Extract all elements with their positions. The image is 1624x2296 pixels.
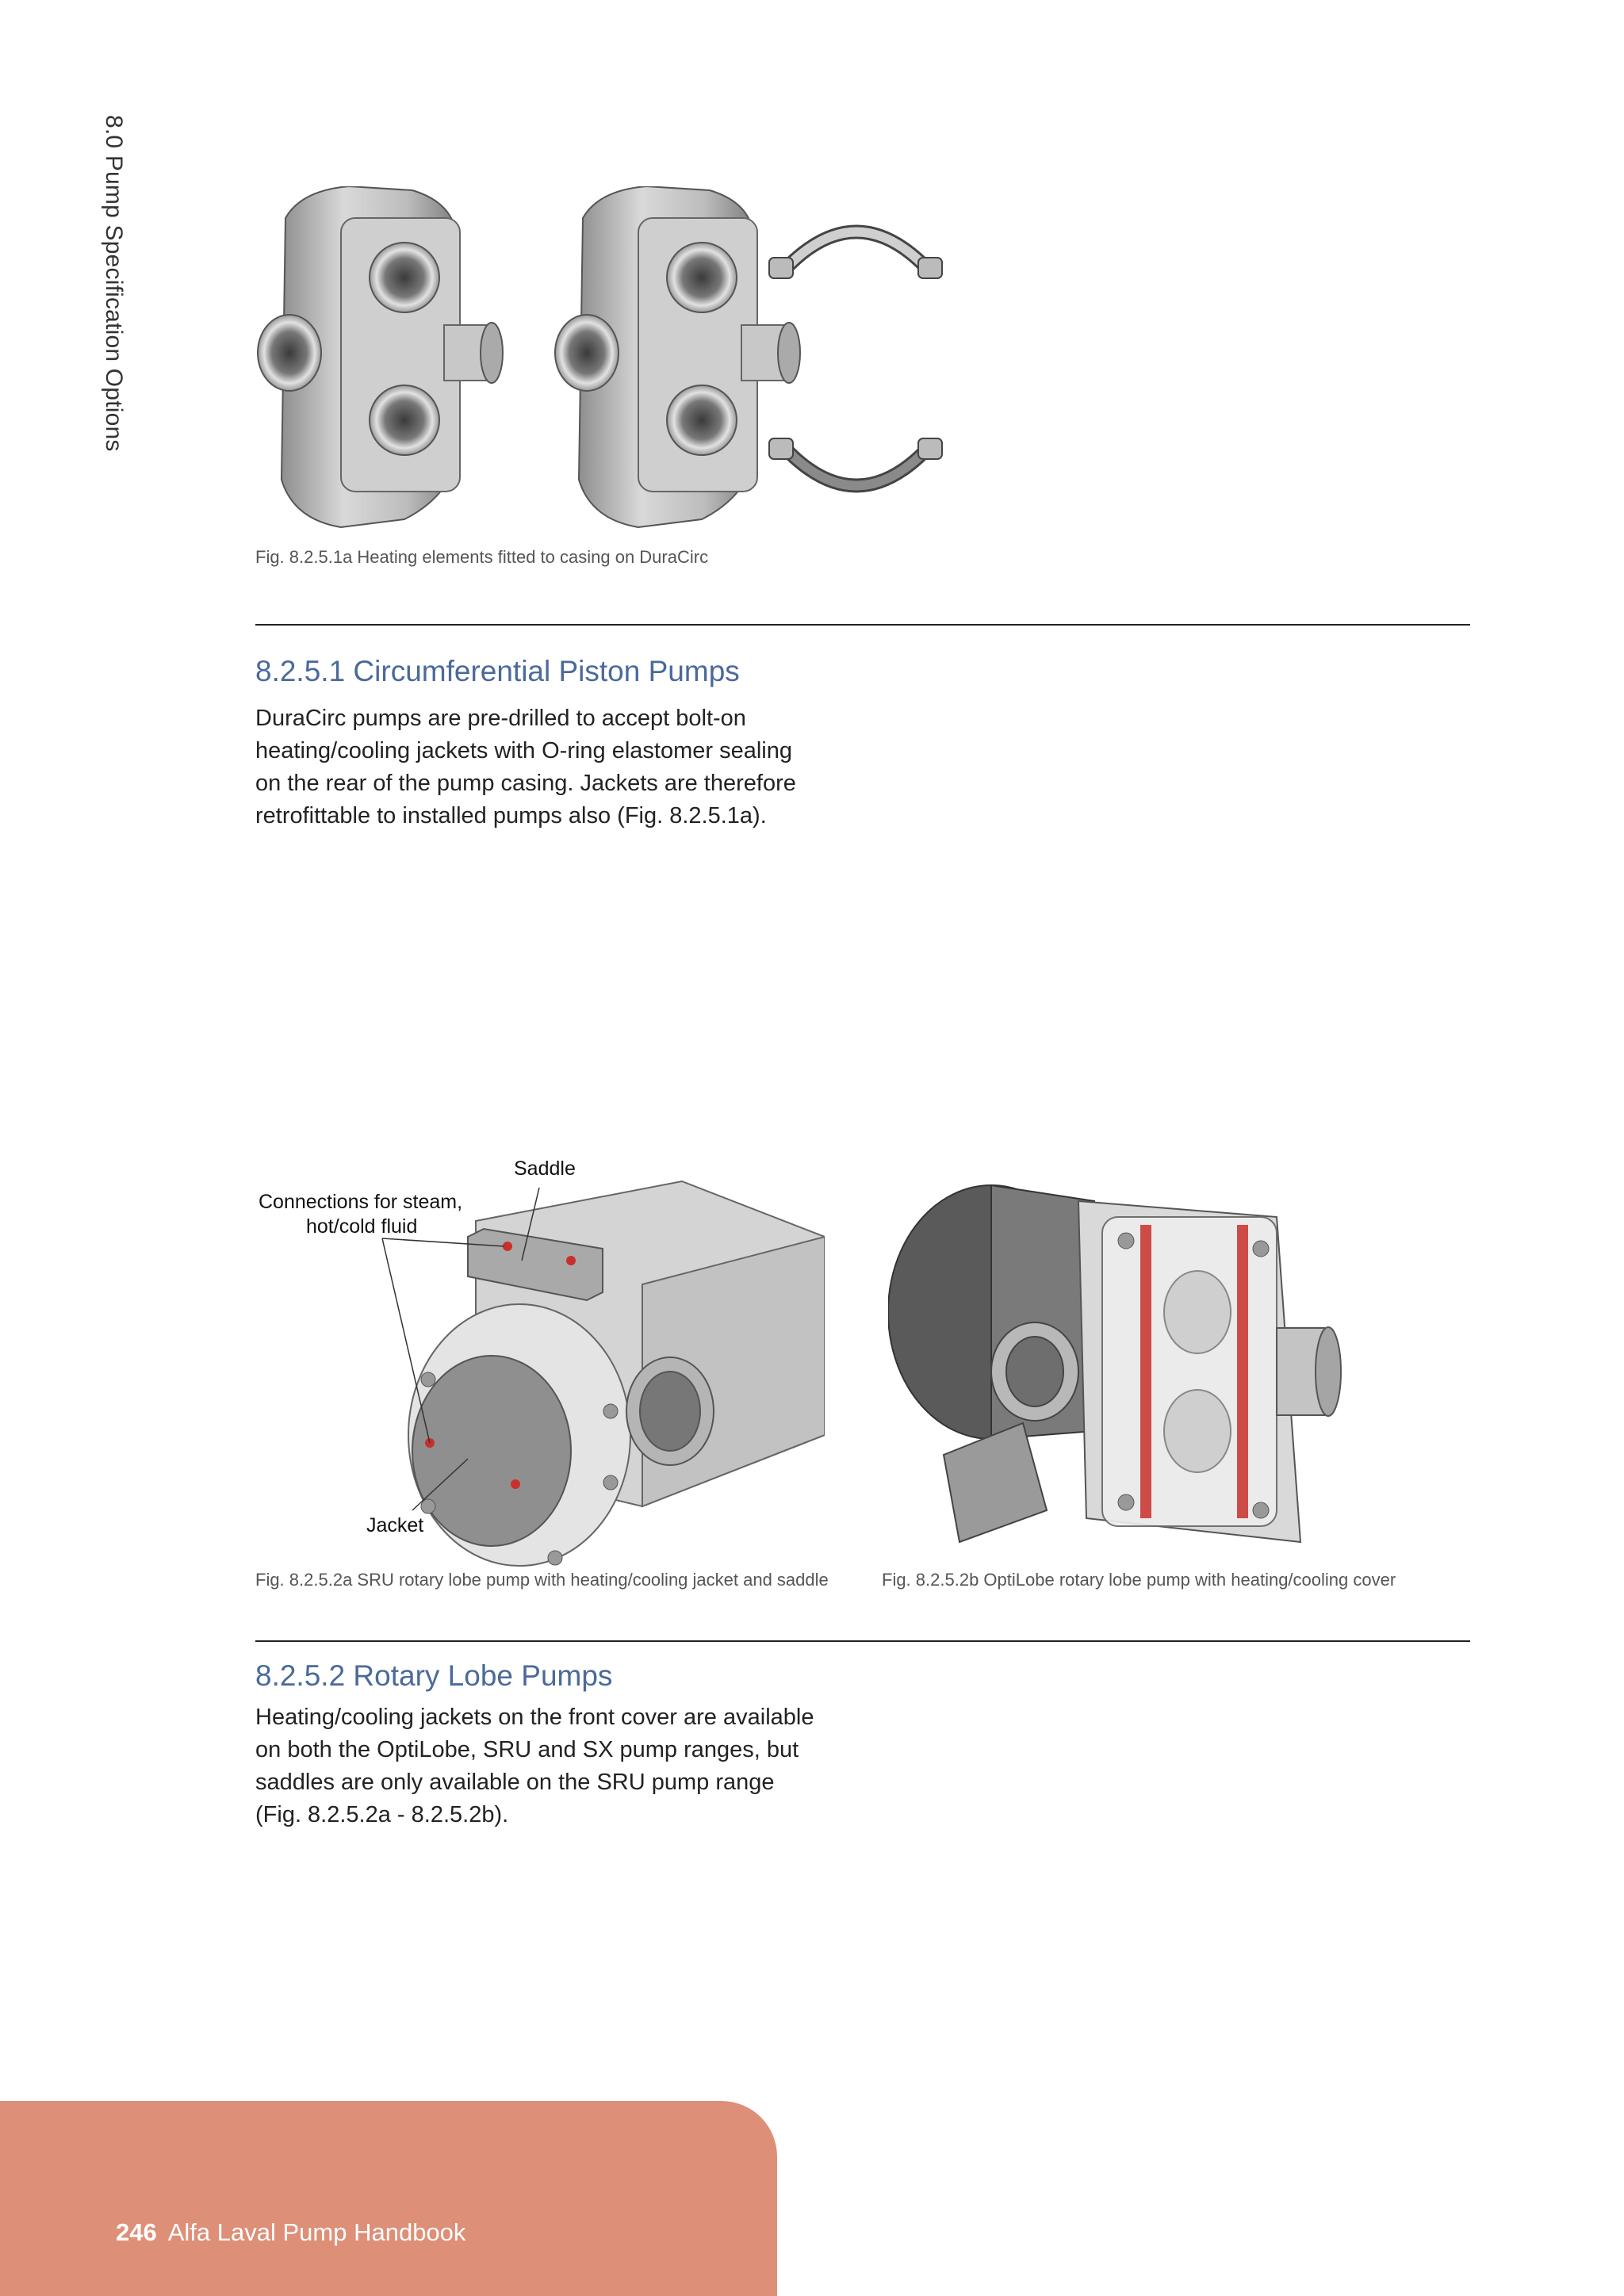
section-side-label: 8.0 Pump Specification Options xyxy=(101,115,127,452)
label-connections-line-2: hot/cold fluid xyxy=(306,1215,418,1238)
optilobe-pump-illustration xyxy=(888,1169,1364,1566)
heating-jacket-lower xyxy=(769,438,942,492)
section-body-rotary-lobe xyxy=(255,1701,858,1831)
page-footer xyxy=(116,2218,465,2247)
section-heading-circumferential-piston: 8.2.5.1 Circumferential Piston Pumps xyxy=(255,655,740,687)
label-saddle: Saddle xyxy=(514,1158,576,1180)
duracirc-pump-2 xyxy=(555,186,800,527)
book-title: Alfa Laval Pump Handbook xyxy=(167,2218,466,2246)
figure-caption-8-2-5-2b: Fig. 8.2.5.2b OptiLobe rotary lobe pump with heating/cooling cover xyxy=(882,1570,1396,1590)
section-divider-2 xyxy=(255,1640,1470,1642)
label-jacket: Jacket xyxy=(366,1514,424,1536)
figure-caption-8-2-5-1a: Fig. 8.2.5.1a Heating elements fitted to casing on DuraCirc xyxy=(255,547,709,567)
body-line: on the rear of the pump casing. Jackets are therefore xyxy=(255,771,796,796)
duracirc-heating-elements-figure xyxy=(254,186,959,543)
body-line: on both the OptiLobe, SRU and SX pump ranges, but xyxy=(255,1737,799,1762)
body-line: (Fig. 8.2.5.2a - 8.2.5.2b). xyxy=(255,1802,509,1827)
label-connections-line-1: Connections for steam, xyxy=(259,1191,463,1213)
figure-caption-8-2-5-2a: Fig. 8.2.5.2a SRU rotary lobe pump with heating/cooling jacket and saddle xyxy=(255,1570,829,1590)
section-heading-rotary-lobe: 8.2.5.2 Rotary Lobe Pumps xyxy=(255,1659,613,1692)
body-line: DuraCirc pumps are pre-drilled to accept bolt-on xyxy=(255,706,746,731)
body-line: retrofittable to installed pumps also (Fig. 8.2.5.1a). xyxy=(255,803,767,828)
page-footer-band xyxy=(0,2101,777,2296)
section-body-circumferential-piston xyxy=(255,702,858,832)
body-line: Heating/cooling jackets on the front cover are available xyxy=(255,1705,814,1730)
duracirc-pump-1 xyxy=(258,186,503,527)
heating-jacket-upper xyxy=(769,226,942,278)
section-divider-1 xyxy=(255,624,1470,626)
body-line: saddles are only available on the SRU pump range xyxy=(255,1770,775,1795)
page-number: 246 xyxy=(116,2218,157,2246)
body-line: heating/cooling jackets with O-ring elastomer sealing xyxy=(255,738,793,763)
